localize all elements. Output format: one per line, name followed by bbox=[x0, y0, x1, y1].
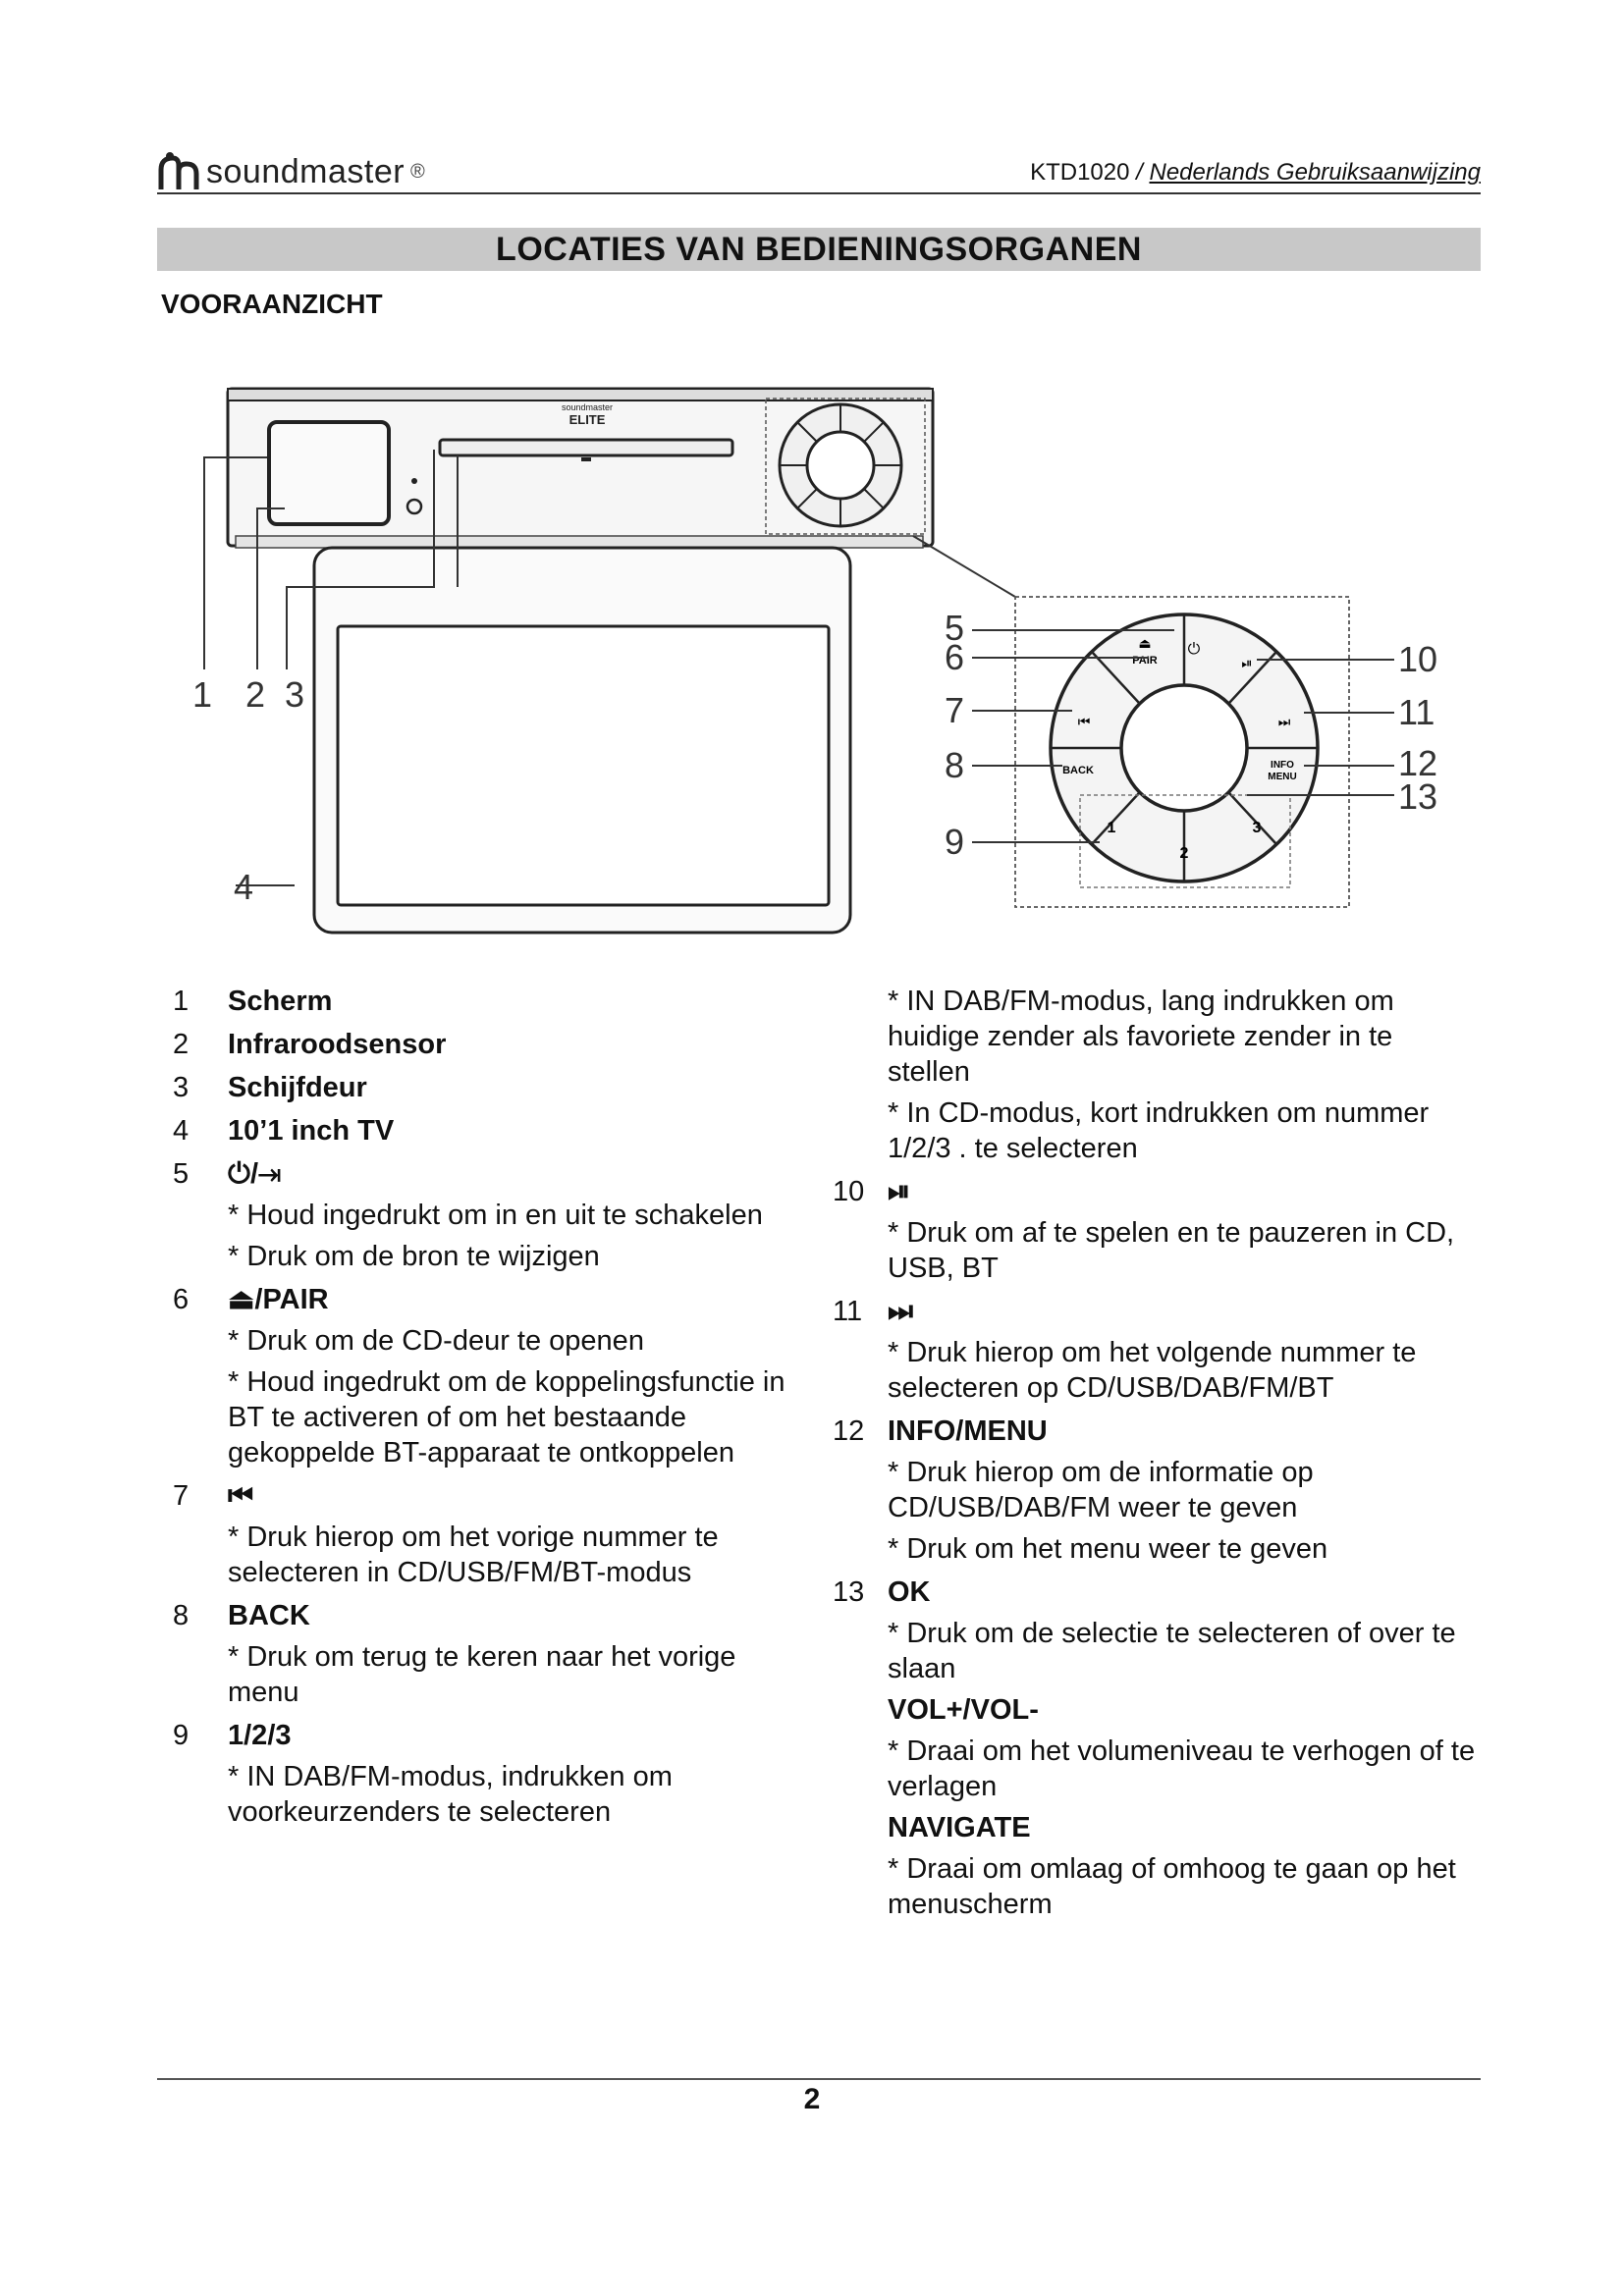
callout-6: 6 bbox=[945, 637, 965, 677]
list-item bbox=[833, 1174, 1481, 1286]
item-description: * In CD-modus, kort indrukken om nummer 1/2/3 . te selecteren bbox=[888, 1097, 1430, 1164]
section-title: LOCATIES VAN BEDIENINGSORGANEN bbox=[496, 230, 1142, 268]
callout-10: 10 bbox=[1398, 639, 1438, 679]
previous-track-icon: ⏮ bbox=[228, 1480, 254, 1512]
item-label: INFO/MENU bbox=[888, 1415, 1048, 1447]
model-number: KTD1020 bbox=[1030, 159, 1130, 186]
preset-2-label: 2 bbox=[1179, 845, 1189, 862]
subsection-title: VOORAANZICHT bbox=[161, 289, 383, 319]
item-label: NAVIGATE bbox=[888, 1812, 1031, 1843]
list-item bbox=[833, 1692, 1481, 1804]
item-label: VOL+/VOL- bbox=[888, 1694, 1039, 1726]
pair-button-label: PAIR bbox=[1132, 655, 1158, 667]
next-track-icon: ⏭ bbox=[888, 1296, 914, 1327]
list-item bbox=[173, 1156, 811, 1274]
list-item bbox=[173, 1598, 811, 1710]
item-label: Infraroodsensor bbox=[228, 1029, 447, 1060]
list-item bbox=[173, 1027, 811, 1062]
item-label: 1/2/3 bbox=[228, 1720, 292, 1751]
item-description: * Draai om omlaag of omhoog te gaan op het menuscherm bbox=[888, 1853, 1456, 1920]
header-divider bbox=[157, 192, 1481, 194]
callout-3: 3 bbox=[285, 674, 305, 715]
item-description: * Druk om de CD-deur te openen bbox=[228, 1325, 644, 1357]
callout-2: 2 bbox=[245, 674, 266, 715]
item-description: * Druk om de bron te wijzigen bbox=[228, 1241, 600, 1272]
callout-7: 7 bbox=[945, 690, 965, 730]
list-item bbox=[173, 1478, 811, 1590]
infrared-sensor bbox=[411, 478, 417, 484]
item-description: * Druk hierop om het volgende nummer te selecteren op CD/USB/DAB/FM/BT bbox=[888, 1337, 1417, 1404]
list-item bbox=[173, 984, 811, 1019]
disc-slot bbox=[440, 440, 732, 455]
item-number: 10 bbox=[833, 1176, 865, 1207]
power-button-symbol: ⏻ bbox=[1187, 641, 1201, 658]
page-number: 2 bbox=[803, 2083, 821, 2115]
eject-pair-label: ⏏/PAIR bbox=[228, 1284, 329, 1315]
header-separator: / bbox=[1129, 159, 1150, 186]
callout-1: 1 bbox=[192, 674, 213, 715]
item-label: OK bbox=[888, 1576, 931, 1608]
device-logo-bottom: ELITE bbox=[568, 412, 606, 427]
left-control-list bbox=[173, 984, 811, 1830]
section-heading-bar bbox=[157, 228, 1481, 271]
item-number: 6 bbox=[173, 1284, 189, 1315]
item-description: * Druk om de selectie te selecteren of over te slaan bbox=[888, 1618, 1456, 1684]
disc-slot-mark bbox=[581, 457, 591, 461]
registered-mark: ® bbox=[410, 160, 425, 183]
manual-title: Nederlands Gebruiksaanwijzing bbox=[1149, 159, 1481, 186]
item-label: Scherm bbox=[228, 986, 333, 1017]
item-number: 11 bbox=[833, 1296, 863, 1327]
item-number: 1 bbox=[173, 986, 189, 1017]
list-item bbox=[173, 1718, 811, 1830]
display-screen bbox=[269, 422, 389, 524]
item-number: 12 bbox=[833, 1415, 865, 1447]
item-description: * IN DAB/FM-modus, indrukken om voorkeurzenders te selecteren bbox=[228, 1761, 673, 1828]
item-description: * Druk om het menu weer te geven bbox=[888, 1533, 1328, 1565]
item-number: 2 bbox=[173, 1029, 189, 1060]
item-description: * Draai om het volumeniveau te verhogen of te verlagen bbox=[888, 1735, 1476, 1802]
next-button-symbol: ⏭ bbox=[1277, 714, 1291, 729]
preset-1-label: 1 bbox=[1107, 820, 1116, 836]
soundmaster-logo-icon bbox=[157, 150, 200, 193]
document-header bbox=[1030, 159, 1481, 187]
front-view-diagram bbox=[177, 363, 1453, 952]
callout-8: 8 bbox=[945, 745, 965, 785]
callout-4: 4 bbox=[234, 867, 254, 907]
item-description: * Druk om af te spelen en te pauzeren in CD, USB, BT bbox=[888, 1217, 1455, 1284]
item-label: BACK bbox=[228, 1600, 310, 1631]
list-item bbox=[173, 1113, 811, 1148]
list-item bbox=[833, 1575, 1481, 1686]
item-description: * Druk om terug te keren naar het vorige menu bbox=[228, 1641, 736, 1708]
item-description: * Druk hierop om de informatie op CD/USB/DAB/FM weer te geven bbox=[888, 1457, 1314, 1523]
footer-divider bbox=[157, 2078, 1481, 2080]
zoomed-control-dial bbox=[1015, 597, 1349, 907]
play-pause-icon: ⏯ bbox=[888, 1176, 911, 1207]
eject-button-symbol: ⏏ bbox=[1138, 635, 1152, 651]
callout-11: 11 bbox=[1398, 692, 1435, 732]
play-pause-button-symbol: ⏯ bbox=[1241, 655, 1253, 670]
brand-name: soundmaster bbox=[206, 152, 406, 190]
item-number: 9 bbox=[173, 1720, 189, 1751]
item-description: * IN DAB/FM-modus, lang indrukken om huidige zender als favoriete zender in te stellen bbox=[888, 986, 1394, 1088]
list-item bbox=[833, 1294, 1481, 1406]
item-number: 7 bbox=[173, 1480, 189, 1512]
list-item bbox=[173, 1282, 811, 1470]
item-number: 5 bbox=[173, 1158, 189, 1190]
list-item bbox=[833, 1414, 1481, 1567]
item-description: * Druk hierop om het vorige nummer te selecteren in CD/USB/FM/BT-modus bbox=[228, 1522, 719, 1588]
menu-button-label: MENU bbox=[1268, 772, 1297, 782]
list-item bbox=[833, 984, 1481, 1166]
item-number: 13 bbox=[833, 1576, 865, 1608]
info-button-label: INFO bbox=[1271, 760, 1294, 771]
tv-screen bbox=[338, 626, 829, 905]
right-control-list bbox=[833, 984, 1481, 1922]
list-item bbox=[173, 1070, 811, 1105]
brand-logo bbox=[157, 147, 425, 196]
callout-5: 5 bbox=[945, 608, 965, 648]
preset-3-label: 3 bbox=[1252, 820, 1262, 836]
prev-button-symbol: ⏮ bbox=[1077, 714, 1091, 729]
item-number: 8 bbox=[173, 1600, 189, 1631]
list-item bbox=[833, 1810, 1481, 1922]
item-number: 3 bbox=[173, 1072, 189, 1103]
power-source-icon: ⏻/⇥ bbox=[228, 1158, 282, 1190]
callout-13: 13 bbox=[1398, 776, 1438, 817]
device-logo-top: soundmaster bbox=[561, 402, 614, 412]
callout-12: 12 bbox=[1398, 743, 1438, 783]
item-description: * Houd ingedrukt om in en uit te schakelen bbox=[228, 1200, 763, 1231]
callout-9: 9 bbox=[945, 822, 965, 862]
item-number: 4 bbox=[173, 1115, 189, 1147]
item-label: 10’1 inch TV bbox=[228, 1115, 395, 1147]
item-label: Schijfdeur bbox=[228, 1072, 367, 1103]
item-description: * Houd ingedrukt om de koppelingsfunctie in BT te activeren of om het bestaande gekoppelde BT-apparaat te ontkoppelen bbox=[228, 1366, 785, 1468]
back-button-label: BACK bbox=[1062, 765, 1094, 776]
